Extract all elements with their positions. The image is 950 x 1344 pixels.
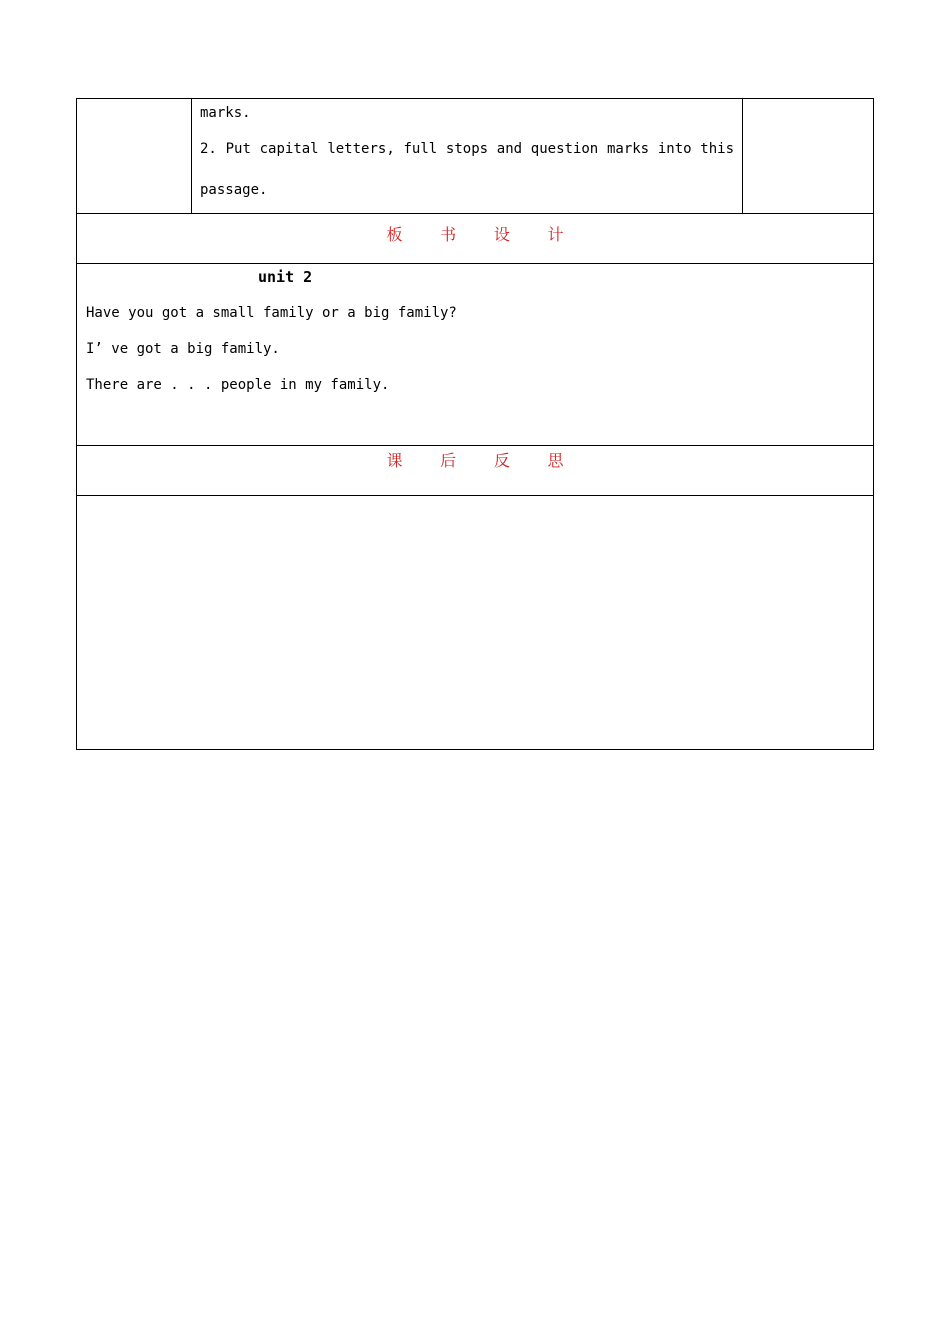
- reflection-content-cell: [77, 496, 874, 750]
- unit-title: unit 2: [258, 268, 313, 286]
- reflection-heading-cell: [77, 446, 874, 496]
- board-design-heading-cell: [77, 214, 874, 264]
- board-line-3: There are . . . people in my family.: [86, 377, 390, 393]
- board-line-1: Have you got a small family or a big family?: [86, 305, 457, 321]
- exercise-right-cell: [743, 99, 874, 214]
- reflection-heading: 课 后 反 思: [386, 451, 578, 470]
- board-content-row: [77, 264, 874, 446]
- lesson-plan-table: [76, 98, 874, 750]
- exercise-row: [77, 99, 874, 214]
- exercise-content-cell: [192, 99, 743, 214]
- exercise-line-3: passage.: [200, 182, 268, 198]
- exercise-left-cell: [77, 99, 192, 214]
- board-design-heading: 板 书 设 计: [386, 225, 578, 244]
- exercise-line-2: 2. Put capital letters, full stops and question marks into this: [200, 141, 734, 157]
- board-design-content-cell: [77, 264, 874, 446]
- board-heading-row: [77, 214, 874, 264]
- board-line-2: I’ ve got a big family.: [86, 341, 280, 357]
- reflection-content-row: [77, 496, 874, 750]
- reflection-heading-row: [77, 446, 874, 496]
- exercise-line-1: marks.: [200, 105, 251, 121]
